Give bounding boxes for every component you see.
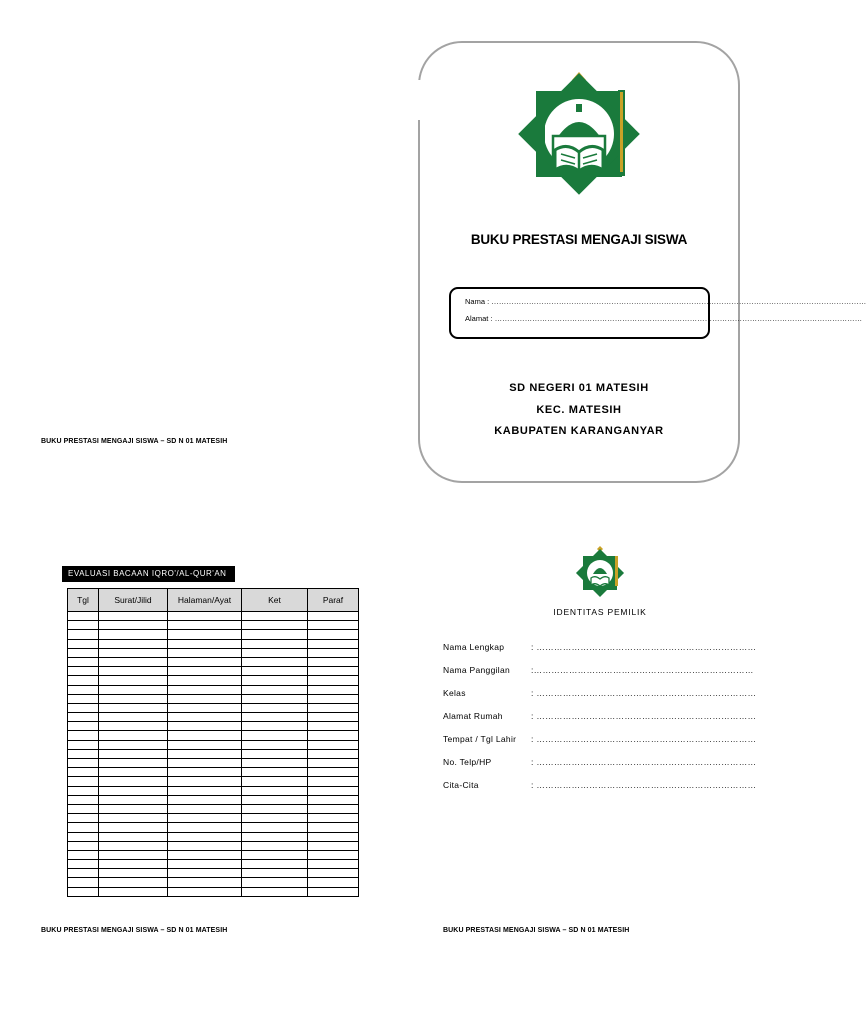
table-cell[interactable]	[168, 841, 242, 850]
table-row	[68, 841, 359, 850]
table-cell[interactable]	[168, 657, 242, 666]
table-cell[interactable]	[308, 685, 359, 694]
table-cell[interactable]	[99, 731, 168, 740]
table-cell[interactable]	[168, 860, 242, 869]
identity-field-value[interactable]: : …………………………………………………………………	[531, 711, 757, 721]
table-cell[interactable]	[168, 804, 242, 813]
identity-field-value[interactable]: : …………………………………………………………………	[531, 688, 757, 698]
table-row	[68, 759, 359, 768]
identity-field-label: Nama Panggilan	[443, 665, 511, 675]
table-row	[68, 685, 359, 694]
table-cell[interactable]	[308, 841, 359, 850]
table-cell[interactable]	[242, 685, 308, 694]
table-cell[interactable]	[68, 621, 99, 630]
identity-field-value[interactable]: : …………………………………………………………………	[531, 734, 757, 744]
table-cell[interactable]	[308, 694, 359, 703]
table-cell[interactable]	[68, 648, 99, 657]
table-cell[interactable]	[168, 676, 242, 685]
identity-field-value[interactable]: : …………………………………………………………………	[531, 642, 757, 652]
table-cell[interactable]	[308, 814, 359, 823]
cover-title: BUKU PRESTASI MENGAJI SISWA	[470, 232, 688, 247]
identity-field-value[interactable]: :…………………………………………………………………	[531, 665, 754, 675]
table-cell[interactable]	[242, 841, 308, 850]
table-cell[interactable]	[168, 777, 242, 786]
table-row	[68, 657, 359, 666]
table-cell[interactable]	[99, 740, 168, 749]
table-cell[interactable]	[308, 804, 359, 813]
table-row	[68, 768, 359, 777]
table-cell[interactable]	[242, 860, 308, 869]
table-cell[interactable]	[242, 639, 308, 648]
table-cell[interactable]	[68, 786, 99, 795]
table-cell[interactable]	[308, 630, 359, 639]
table-cell[interactable]	[308, 667, 359, 676]
table-cell[interactable]	[308, 676, 359, 685]
table-cell[interactable]	[68, 685, 99, 694]
table-row	[68, 621, 359, 630]
table-cell[interactable]	[68, 804, 99, 813]
table-row	[68, 869, 359, 878]
table-cell[interactable]	[68, 749, 99, 758]
table-cell[interactable]	[168, 749, 242, 758]
table-cell[interactable]	[168, 850, 242, 859]
table-cell[interactable]	[242, 630, 308, 639]
table-cell[interactable]	[242, 823, 308, 832]
table-cell[interactable]	[99, 612, 168, 621]
table-cell[interactable]	[99, 703, 168, 712]
table-cell[interactable]	[68, 869, 99, 878]
table-cell[interactable]	[242, 814, 308, 823]
table-cell[interactable]	[68, 860, 99, 869]
table-cell[interactable]	[99, 749, 168, 758]
table-cell[interactable]	[242, 832, 308, 841]
table-cell[interactable]	[99, 639, 168, 648]
table-row	[68, 804, 359, 813]
table-cell[interactable]	[308, 722, 359, 731]
regency-name: KABUPATEN KARANGANYAR	[494, 425, 664, 437]
table-cell[interactable]	[308, 759, 359, 768]
table-cell[interactable]	[99, 777, 168, 786]
table-cell[interactable]	[68, 878, 99, 887]
table-cell[interactable]	[99, 768, 168, 777]
column-header: Paraf	[308, 589, 359, 612]
table-cell[interactable]	[168, 786, 242, 795]
evaluation-table	[67, 588, 359, 897]
table-cell[interactable]	[308, 878, 359, 887]
table-row	[68, 731, 359, 740]
table-cell[interactable]	[99, 841, 168, 850]
table-cell[interactable]	[99, 850, 168, 859]
table-cell[interactable]	[168, 878, 242, 887]
table-cell[interactable]	[68, 777, 99, 786]
table-row	[68, 887, 359, 896]
table-row	[68, 713, 359, 722]
table-cell[interactable]	[168, 759, 242, 768]
identity-field-label: Cita-Cita	[443, 780, 479, 790]
table-row	[68, 823, 359, 832]
table-cell[interactable]	[242, 621, 308, 630]
table-cell[interactable]	[242, 703, 308, 712]
table-cell[interactable]	[68, 850, 99, 859]
name-address-box	[449, 287, 866, 339]
table-cell[interactable]	[168, 621, 242, 630]
table-cell[interactable]	[168, 795, 242, 804]
table-cell[interactable]	[99, 676, 168, 685]
table-cell[interactable]	[242, 713, 308, 722]
table-cell[interactable]	[68, 823, 99, 832]
table-row	[68, 722, 359, 731]
table-cell[interactable]	[308, 860, 359, 869]
table-cell[interactable]	[168, 630, 242, 639]
table-header-row	[68, 589, 359, 612]
table-cell[interactable]	[308, 850, 359, 859]
identity-field-label: Alamat Rumah	[443, 711, 503, 721]
table-cell[interactable]	[168, 694, 242, 703]
table-cell[interactable]	[242, 869, 308, 878]
table-cell[interactable]	[168, 768, 242, 777]
table-cell[interactable]	[308, 713, 359, 722]
table-cell[interactable]	[242, 740, 308, 749]
table-cell[interactable]	[68, 722, 99, 731]
table-cell[interactable]	[68, 887, 99, 896]
table-cell[interactable]	[242, 667, 308, 676]
table-cell[interactable]	[99, 759, 168, 768]
district-name: KEC. MATESIH	[536, 404, 622, 416]
table-cell[interactable]	[68, 731, 99, 740]
table-cell[interactable]	[68, 639, 99, 648]
table-row	[68, 740, 359, 749]
table-cell[interactable]	[242, 850, 308, 859]
table-cell[interactable]	[242, 878, 308, 887]
table-cell[interactable]	[308, 639, 359, 648]
table-cell[interactable]	[68, 667, 99, 676]
table-cell[interactable]	[168, 887, 242, 896]
table-cell[interactable]	[242, 749, 308, 758]
table-cell[interactable]	[242, 612, 308, 621]
table-cell[interactable]	[99, 694, 168, 703]
table-cell[interactable]	[242, 777, 308, 786]
table-cell[interactable]	[99, 860, 168, 869]
table-cell[interactable]	[99, 786, 168, 795]
table-cell[interactable]	[68, 740, 99, 749]
table-cell[interactable]	[308, 777, 359, 786]
table-cell[interactable]	[168, 814, 242, 823]
table-cell[interactable]	[242, 676, 308, 685]
name-field: Nama : ……………………………………………………………………………………………………………………………………	[465, 297, 866, 306]
table-cell[interactable]	[308, 749, 359, 758]
table-cell[interactable]	[168, 869, 242, 878]
table-cell[interactable]	[99, 887, 168, 896]
school-name: SD NEGERI 01 MATESIH	[509, 382, 649, 394]
table-cell[interactable]	[168, 713, 242, 722]
table-cell[interactable]	[308, 832, 359, 841]
column-header: Halaman/Ayat	[168, 589, 242, 612]
table-cell[interactable]	[168, 722, 242, 731]
table-cell[interactable]	[308, 823, 359, 832]
table-row	[68, 814, 359, 823]
table-cell[interactable]	[99, 667, 168, 676]
table-cell[interactable]	[168, 667, 242, 676]
table-cell[interactable]	[242, 768, 308, 777]
table-cell[interactable]	[242, 795, 308, 804]
table-row	[68, 786, 359, 795]
table-row	[68, 749, 359, 758]
table-cell[interactable]	[99, 795, 168, 804]
table-cell[interactable]	[308, 657, 359, 666]
table-cell[interactable]	[308, 621, 359, 630]
table-cell[interactable]	[168, 648, 242, 657]
table-row	[68, 648, 359, 657]
footer-caption-back-cover: BUKU PRESTASI MENGAJI SISWA – SD N 01 MATESIH	[41, 438, 228, 445]
identity-field-value[interactable]: : …………………………………………………………………	[531, 780, 757, 790]
table-row	[68, 612, 359, 621]
table-cell[interactable]	[99, 685, 168, 694]
column-header: Tgl	[68, 589, 99, 612]
table-cell[interactable]	[68, 768, 99, 777]
table-cell[interactable]	[99, 869, 168, 878]
table-cell[interactable]	[308, 768, 359, 777]
table-cell[interactable]	[308, 703, 359, 712]
table-cell[interactable]	[68, 612, 99, 621]
evaluation-header: EVALUASI BACAAN IQRO'/AL-QUR'AN	[62, 566, 235, 582]
table-cell[interactable]	[168, 685, 242, 694]
table-cell[interactable]	[242, 722, 308, 731]
identity-field-label: Tempat / Tgl Lahir	[443, 734, 517, 744]
identity-title: IDENTITAS PEMILIK	[553, 607, 647, 617]
table-cell[interactable]	[308, 648, 359, 657]
table-cell[interactable]	[99, 657, 168, 666]
small-emblem-icon	[573, 546, 627, 598]
table-cell[interactable]	[68, 630, 99, 639]
table-cell[interactable]	[308, 869, 359, 878]
table-cell[interactable]	[242, 804, 308, 813]
table-row	[68, 795, 359, 804]
table-cell[interactable]	[242, 657, 308, 666]
table-cell[interactable]	[68, 759, 99, 768]
table-cell[interactable]	[99, 814, 168, 823]
table-cell[interactable]	[308, 731, 359, 740]
table-cell[interactable]	[99, 832, 168, 841]
table-row	[68, 676, 359, 685]
table-cell[interactable]	[68, 832, 99, 841]
table-cell[interactable]	[308, 786, 359, 795]
table-cell[interactable]	[99, 713, 168, 722]
table-cell[interactable]	[168, 612, 242, 621]
table-cell[interactable]	[168, 740, 242, 749]
table-cell[interactable]	[68, 676, 99, 685]
table-cell[interactable]	[242, 731, 308, 740]
table-cell[interactable]	[168, 703, 242, 712]
table-cell[interactable]	[68, 694, 99, 703]
table-cell[interactable]	[242, 887, 308, 896]
table-row	[68, 860, 359, 869]
table-cell[interactable]	[308, 887, 359, 896]
table-cell[interactable]	[168, 832, 242, 841]
table-cell[interactable]	[168, 823, 242, 832]
table-cell[interactable]	[68, 703, 99, 712]
identity-field-label: Kelas	[443, 688, 466, 698]
table-cell[interactable]	[68, 657, 99, 666]
table-cell[interactable]	[99, 722, 168, 731]
column-header: Ket	[242, 589, 308, 612]
table-cell[interactable]	[242, 786, 308, 795]
table-cell[interactable]	[99, 648, 168, 657]
table-row	[68, 630, 359, 639]
mosque-quran-emblem-icon	[505, 72, 653, 192]
table-cell[interactable]	[99, 804, 168, 813]
table-cell[interactable]	[68, 795, 99, 804]
table-row	[68, 703, 359, 712]
identity-field-value[interactable]: : …………………………………………………………………	[531, 757, 757, 767]
footer-caption-evaluation: BUKU PRESTASI MENGAJI SISWA – SD N 01 MATESIH	[41, 927, 228, 934]
table-row	[68, 832, 359, 841]
table-row	[68, 878, 359, 887]
table-cell[interactable]	[242, 648, 308, 657]
table-cell[interactable]	[99, 823, 168, 832]
table-row	[68, 667, 359, 676]
table-body	[68, 612, 359, 897]
cover-border-gap	[414, 80, 422, 120]
table-cell[interactable]	[99, 878, 168, 887]
table-cell[interactable]	[308, 795, 359, 804]
table-row	[68, 850, 359, 859]
footer-caption-identity: BUKU PRESTASI MENGAJI SISWA – SD N 01 MATESIH	[443, 927, 630, 934]
table-cell[interactable]	[68, 841, 99, 850]
identity-field-label: No. Telp/HP	[443, 757, 492, 767]
identity-field-label: Nama Lengkap	[443, 642, 505, 652]
table-cell[interactable]	[168, 639, 242, 648]
table-cell[interactable]	[168, 731, 242, 740]
table-cell[interactable]	[99, 621, 168, 630]
table-cell[interactable]	[308, 612, 359, 621]
table-cell[interactable]	[68, 814, 99, 823]
table-row	[68, 639, 359, 648]
table-row	[68, 777, 359, 786]
table-cell[interactable]	[242, 694, 308, 703]
table-cell[interactable]	[68, 713, 99, 722]
table-row	[68, 694, 359, 703]
table-cell[interactable]	[242, 759, 308, 768]
address-field: Alamat : …………………………………………………………………………………………………………………………………	[465, 314, 863, 323]
column-header: Surat/Jilid	[99, 589, 168, 612]
table-cell[interactable]	[99, 630, 168, 639]
table-cell[interactable]	[308, 740, 359, 749]
